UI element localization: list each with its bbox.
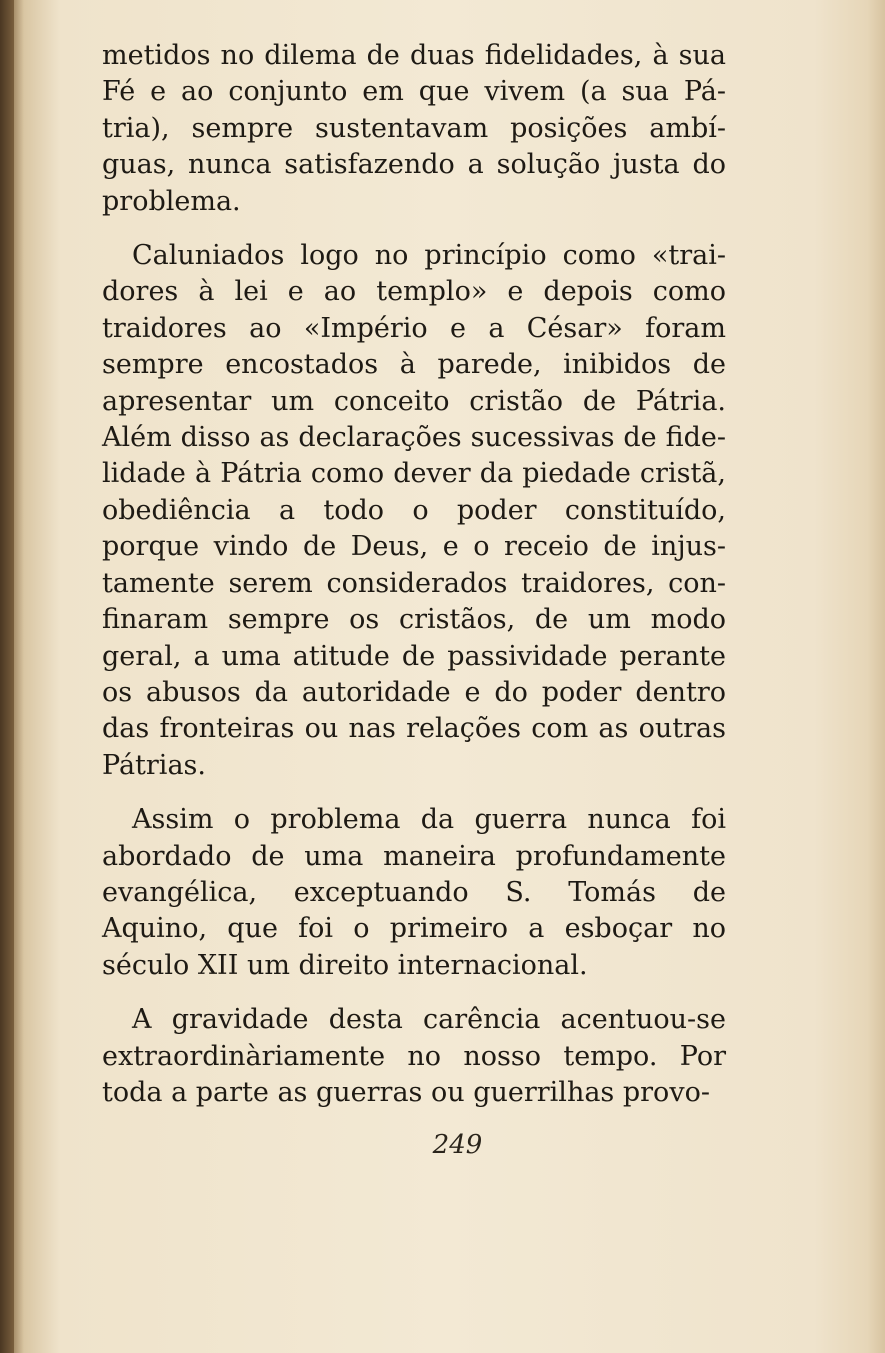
page-number: 249 xyxy=(432,1130,483,1160)
paragraph-1: metidos no dilema de duas fidelidades, à sua Fé e ao conjunto em que vivem (a sua Pátria), sempre sustentavam posições ambíguas, nunca satisfazendo a solução justa do problema. xyxy=(102,40,726,217)
paragraph-4: A gravidade desta carência acentuou-se extraordinàriamente no nosso tempo. Por toda a parte as guerras ou guerrilhas provo- xyxy=(102,1004,726,1108)
body-text xyxy=(102,38,726,1111)
paragraph-2: Caluniados logo no princípio como «traidores à lei e ao templo» e depois como traidores ao «Império e a César» foram sempre encostados à parede, inibidos de apresentar um conceito cristão de Pátria. Além disso as declarações sucessivas de fidelidade à Pátria como dever da piedade cristã, obediência a todo o poder constituído, porque vindo de Deus, e o receio de injustamente serem considerados traidores, confinaram sempre os cristãos, de um modo geral, a uma atitude de passividade perante os abusos da autoridade e do poder dentro das fronteiras ou nas relações com as outras Pátrias. xyxy=(102,240,726,781)
paragraph-3: Assim o problema da guerra nunca foi abordado de uma maneira profundamente evangélica, exceptuando S. Tomás de Aquino, que foi o primeiro a esboçar no século XII um direito internacional. xyxy=(102,804,726,981)
